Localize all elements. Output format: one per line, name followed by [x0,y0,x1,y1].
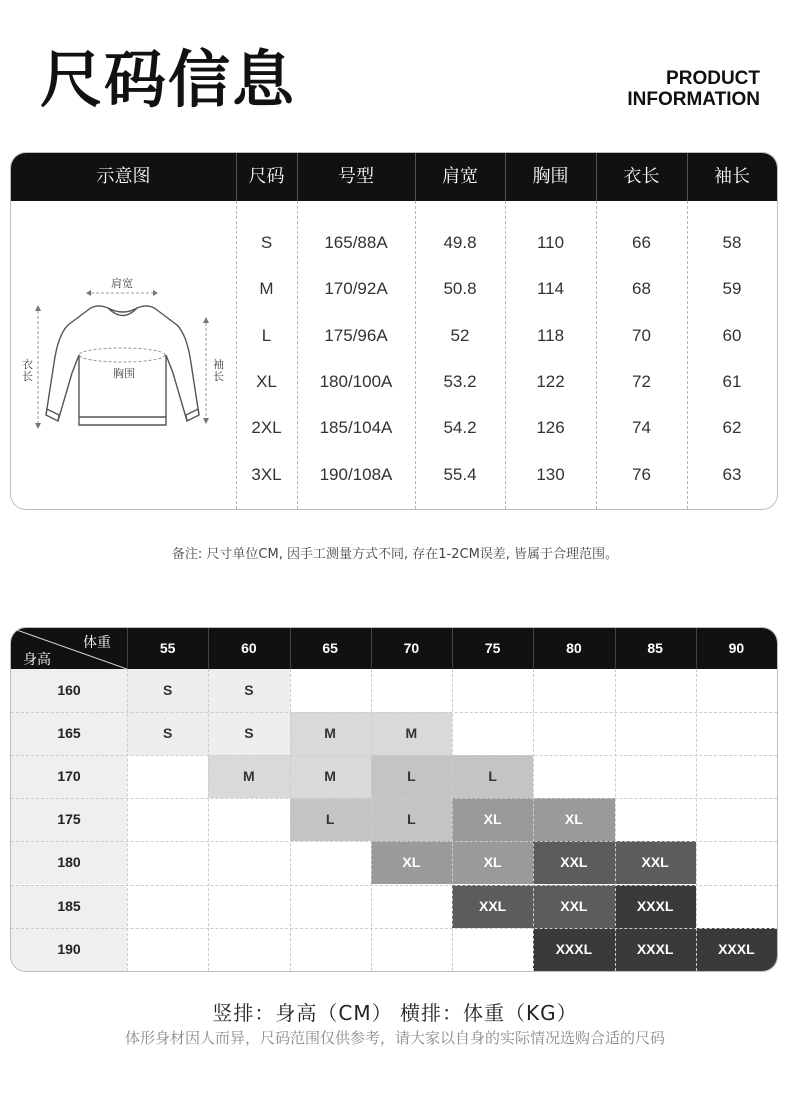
weight-header: 80 [566,640,582,656]
size-cell-size: 2XL [251,418,282,438]
size-cell-spec: 165/88A [324,233,388,252]
divider [505,153,506,201]
row-divider [11,712,777,713]
size-cell-length: 76 [632,464,651,484]
size-cell-length: 72 [632,371,651,391]
height-label: 185 [11,885,127,928]
height-label: 170 [11,755,127,798]
disclaimer: 体形身材因人而异，尺码范围仅供参考，请大家以自身的实际情况选购合适的尺码 [124,1029,665,1047]
col-header-size: 尺码 [248,166,285,187]
size-cell-sleeve: 63 [722,464,742,484]
english-title [627,68,760,110]
weight-header: 90 [728,640,745,656]
divider [208,669,209,971]
divider [208,628,209,669]
divider [415,153,416,201]
size-cell-chest: 118 [536,325,565,345]
fit-cell: S [127,669,208,712]
divider [127,628,128,669]
corner-height-label: 身高 [23,652,51,668]
divider [127,669,128,971]
fit-cell: XXL [533,885,614,928]
diagram-label-length: 衣长 [22,358,33,383]
diagram-label-shoulder: 肩宽 [111,277,133,290]
size-cell-spec: 185/104A [319,418,393,438]
fit-cell: XXL [615,841,696,884]
diagram-label-sleeve: 袖长 [213,358,224,383]
fit-grid-header [11,628,777,669]
col-header-shoulder: 肩宽 [442,166,478,187]
size-cell-length: 74 [632,418,651,438]
col-header-chest: 胸围 [532,166,569,187]
row-divider [11,885,777,886]
divider [290,628,291,669]
size-cell-shoulder: 49.8 [443,233,477,252]
height-label: 180 [11,841,127,884]
fit-cell: XXL [533,841,614,884]
divider [290,669,291,971]
row-divider [11,798,777,799]
height-label: 160 [11,669,127,712]
axis-legend: 竖排：身高（CM） 横排：体重（KG） [212,1001,578,1025]
fit-cell: XXXL [696,928,777,971]
page-title: 尺码信息 [40,43,297,116]
fit-cell: XL [452,798,533,841]
col-header-diagram: 示意图 [96,166,151,187]
fit-cell: XL [371,841,452,884]
size-cell-spec: 175/96A [324,325,388,345]
size-cell-size: 3XL [251,464,282,484]
size-table [10,152,778,510]
fit-cell: M [208,755,289,798]
size-cell-size: L [261,325,272,345]
divider [696,669,697,971]
weight-header: 85 [647,640,663,656]
size-table-header [11,153,777,201]
measurement-note: 备注: 尺寸单位CM, 因手工测量方式不同, 存在1-2CM误差, 皆属于合理范围。 [171,547,619,562]
diagram-label-chest: 胸围 [113,367,135,380]
size-cell-spec: 190/108A [319,464,393,484]
divider [596,153,597,201]
corner-weight-label: 体重 [83,635,111,651]
col-header-spec: 号型 [338,166,374,187]
size-cell-chest: 122 [536,371,565,391]
size-cell-shoulder: 53.2 [443,371,477,391]
divider [452,628,453,669]
size-cell-size: M [259,279,274,299]
height-label: 190 [11,928,127,971]
divider [615,628,616,669]
fit-cell: M [371,712,452,755]
weight-header: 60 [241,640,257,656]
size-cell-shoulder: 50.8 [443,279,477,299]
fit-cell: S [208,669,289,712]
fit-cell: L [452,755,533,798]
english-title-line1: PRODUCT [666,68,760,89]
row-divider [11,928,777,929]
size-cell-shoulder: 55.4 [443,464,477,484]
size-cell-shoulder: 52 [450,325,470,345]
divider [452,669,453,971]
row-divider [11,841,777,842]
height-label: 175 [11,798,127,841]
fit-cell: XXXL [615,928,696,971]
row-divider [11,755,777,756]
col-header-sleeve: 袖长 [714,166,750,187]
divider [533,669,534,971]
divider [236,153,237,201]
size-cell-length: 70 [632,325,651,345]
size-cell-sleeve: 62 [722,418,742,438]
size-cell-spec: 180/100A [319,371,393,391]
height-label: 165 [11,712,127,755]
size-cell-size: XL [256,371,277,391]
size-cell-sleeve: 60 [722,325,742,345]
col-header-length: 衣长 [623,166,660,187]
size-cell-shoulder: 54.2 [443,418,477,438]
fit-cell: M [290,755,371,798]
size-cell-size: S [260,233,273,252]
size-cell-sleeve: 59 [722,279,742,299]
divider [615,669,616,971]
weight-header: 65 [322,640,338,656]
size-cell-spec: 170/92A [324,279,388,299]
fit-cell: XXXL [615,885,696,928]
fit-cell: L [371,755,452,798]
fit-cell: M [290,712,371,755]
sweater-diagram [16,263,231,443]
size-cell-chest: 114 [536,279,565,299]
divider [696,628,697,669]
fit-cell: L [371,798,452,841]
divider [371,669,372,971]
divider [533,628,534,669]
divider [297,153,298,201]
size-cell-chest: 130 [536,464,565,484]
fit-cell: S [127,712,208,755]
size-cell-sleeve: 58 [722,233,742,252]
size-cell-chest: 126 [536,418,565,438]
weight-header: 55 [159,640,176,656]
fit-cell: XL [452,841,533,884]
divider [371,628,372,669]
size-cell-length: 68 [632,279,651,299]
fit-cell: XL [533,798,614,841]
fit-cell: S [208,712,289,755]
size-cell-sleeve: 61 [722,371,742,391]
weight-header: 75 [484,640,501,656]
fit-cell: XXL [452,885,533,928]
fit-cell: L [290,798,371,841]
fit-grid [10,627,778,972]
weight-header: 70 [403,640,420,656]
size-cell-length: 66 [632,233,651,252]
english-title-line2: INFORMATION [627,89,760,110]
divider [687,153,688,201]
size-cell-chest: 110 [536,233,565,252]
fit-cell: XXXL [533,928,614,971]
